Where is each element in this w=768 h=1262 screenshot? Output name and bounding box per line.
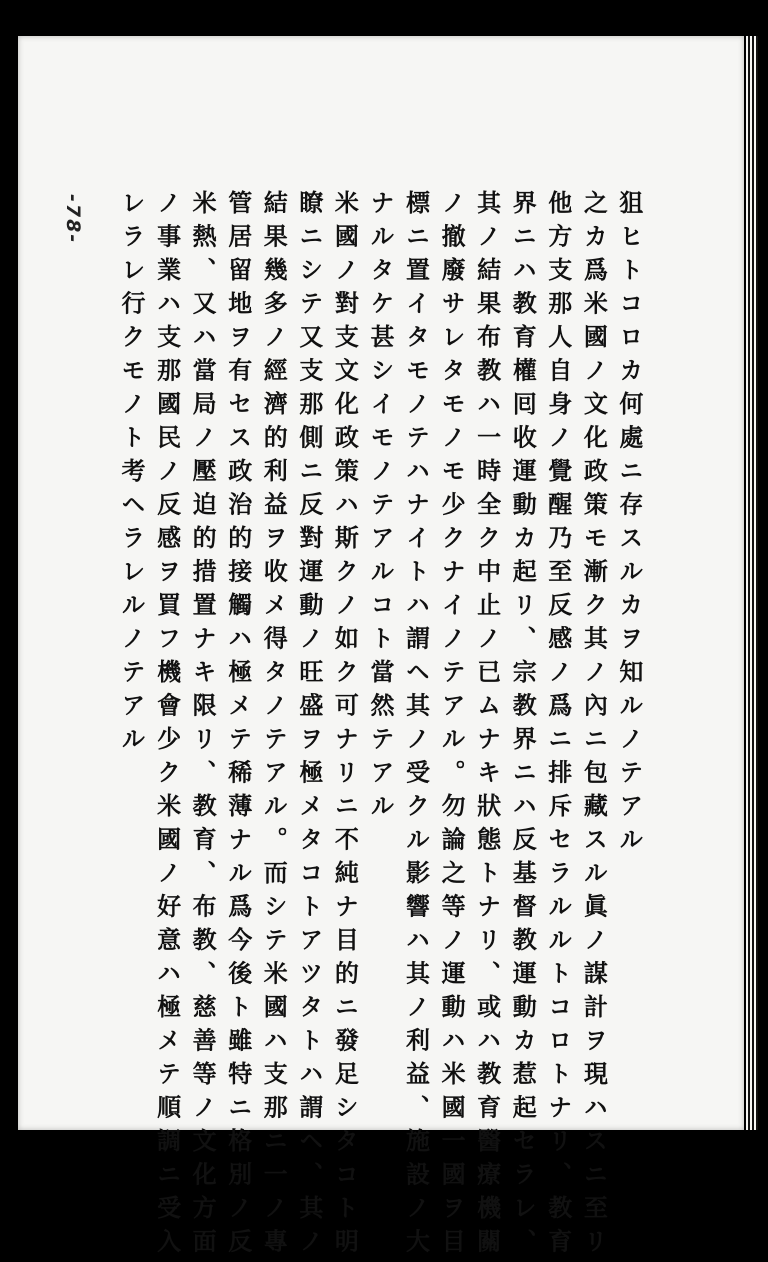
text-column-4: 界ニハ教育權囘收運動カ起リ、宗教界ニハ反基督教運動カ惹起セラレ、 bbox=[508, 190, 538, 1262]
text-column-10: 瞭ニシテ又支那側ニ反對運動ノ旺盛ヲ極メタコトアツタトハ謂ヘ、其ノ bbox=[294, 190, 324, 1262]
text-column-5: 其ノ結果布教ハ一時全ク中止ノ已ムナキ狀態トナリ、或ハ教育醫療機關 bbox=[472, 190, 502, 1262]
text-column-9: 米國ノ對支文化政策ハ斯クノ如ク可ナリニ不純ナ目的ニ發足シタコト明 bbox=[330, 190, 360, 1262]
text-column-1: 狙ヒトコロカ何處ニ存スルカヲ知ルノテアル bbox=[614, 190, 644, 860]
page-edge bbox=[746, 36, 758, 1130]
text-column-7: 標ニ置イタモノテハナイトハ謂ヘ其ノ受クル影響ハ其ノ利益、施設ノ大 bbox=[401, 190, 431, 1262]
text-column-14: ノ事業ハ支那國民ノ反感ヲ買フ機會少ク米國ノ好意ハ極メテ順調ニ受入 bbox=[152, 190, 182, 1262]
text-column-11: 結果幾多ノ經濟的利益ヲ收メ得タノテアル。而シテ米國ハ支那ニ一ノ專 bbox=[259, 190, 289, 1262]
text-column-3: 他方支那人自身ノ覺醒乃至反感ノ爲ニ排斥セラルルトコロトナリ、教育 bbox=[543, 190, 573, 1262]
text-column-6: ノ撤廢サレタモノモ少クナイノテアル。勿論之等ノ運動ハ米國一國ヲ目 bbox=[437, 190, 467, 1262]
text-column-8: ナルタケ甚シイモノテアルコト當然テアル bbox=[365, 190, 395, 827]
text-column-15: レラレ行クモノト考ヘラレルノテアル bbox=[117, 190, 146, 760]
page-number: -78- bbox=[62, 194, 84, 245]
text-columns bbox=[115, 190, 645, 1262]
text-column-2: 之カ爲米國ノ文化政策モ漸ク其ノ內ニ包藏スル眞ノ謀計ヲ現ハスニ至リ bbox=[579, 190, 609, 1262]
text-column-13: 米熱、又ハ當局ノ壓迫的措置ナキ限リ、教育、布教、慈善等ノ文化方面 bbox=[188, 190, 218, 1262]
text-column-12: 管居留地ヲ有セス政治的接觸ハ極メテ稀薄ナル爲今後ト雖特ニ格別ノ反 bbox=[223, 190, 253, 1262]
